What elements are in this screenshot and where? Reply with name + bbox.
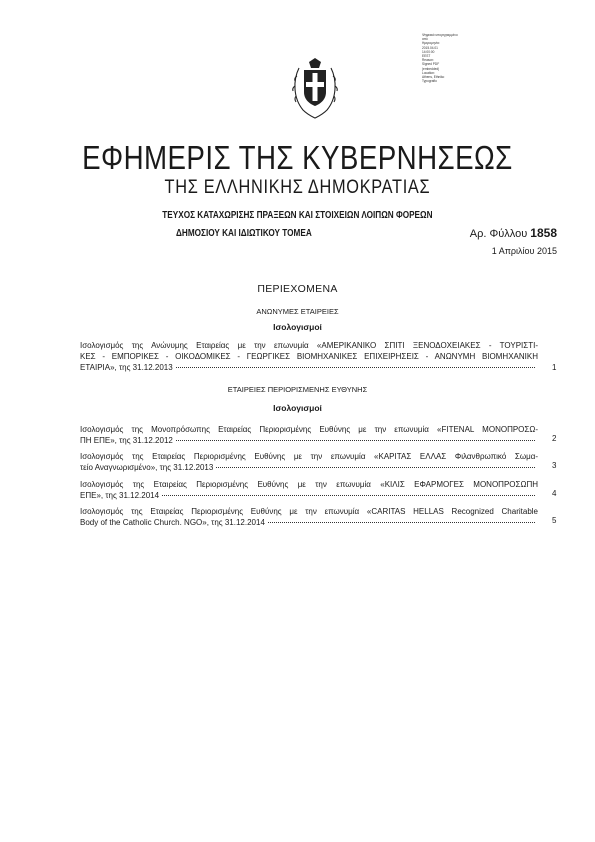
entry-page-number: 3 — [552, 461, 557, 470]
sheet-label: Αρ. Φύλλου — [469, 228, 528, 240]
stamp-line: Location: — [422, 70, 435, 75]
contents-entry[interactable] — [80, 424, 538, 446]
issue-date: 1 Απριλίου 2015 — [491, 246, 557, 256]
stamp-line: (embedded) — [422, 66, 440, 71]
entry-text-line: ΕΤΑΙΡΙΑ», της 31.12.2013 — [80, 363, 173, 372]
sheet-number-value: 1858 — [530, 226, 557, 240]
entry-last-line — [80, 490, 538, 501]
entry-page-number: 2 — [552, 434, 557, 443]
section-title-epe: ΕΤΑΙΡΕΙΕΣ ΠΕΡΙΟΡΙΣΜΕΝΗΣ ΕΥΘΥΝΗΣ — [227, 385, 368, 394]
entry-page-number: 4 — [552, 489, 557, 498]
stamp-line: Ψηφιακά υπογεγραμμένο — [422, 33, 458, 37]
coat-of-arms-emblem — [289, 56, 341, 120]
stamp-line: Typografio — [422, 79, 437, 84]
stamp-line: EEST — [422, 54, 431, 59]
dot-leader — [162, 495, 535, 496]
entry-text-line: ΕΠΕ», της 31.12.2014 — [80, 491, 160, 500]
issue-title-line-1: ΤΕΥΧΟΣ ΚΑΤΑΧΩΡΙΣΗΣ ΠΡΑΞΕΩΝ ΚΑΙ ΣΤΟΙΧΕΙΩΝ ΛΟΙΠΩΝ ΦΟΡΕΩΝ — [162, 210, 433, 221]
entry-last-line — [80, 517, 538, 528]
gazette-title: ΕΦΗΜΕΡΙΣ ΤΗΣ ΚΥΒΕΡΝΗΣΕΩΣ — [82, 139, 513, 176]
stamp-line: Ημερομηνία: — [422, 41, 440, 46]
stamp-line: Signed PDF — [422, 62, 440, 67]
section-subtitle-ae: Ισολογισμοί — [273, 322, 322, 332]
section-subtitle-epe: Ισολογισμοί — [273, 403, 322, 413]
stamp-line: 14:00:00 — [422, 49, 435, 54]
entry-text-line: Ισολογισμός της Μονοπρόσωπης Εταιρείας Περιορισμένης Ευθύνης με την επωνυμία «FITENAL ΜΟΝΟΠΡΟΣΩ- — [80, 425, 538, 434]
stamp-line: 2015.04.01 — [422, 45, 438, 50]
stamp-line: Athens, Ethniko — [422, 75, 445, 80]
contents-heading: ΠΕΡΙΕΧΟΜΕΝΑ — [257, 283, 338, 295]
contents-entry[interactable] — [80, 479, 538, 501]
section-title-ae: ΑΝΩΝΥΜΕΣ ΕΤΑΙΡΕΙΕΣ — [256, 307, 339, 316]
entry-text-line: Ισολογισμός της Εταιρείας Περιορισμένης Ευθύνης με την επωνυμία «ΚΙΛΙΣ ΕΦΑΡΜΟΓΕΣ ΜΟΝΟΠΡΟΣΩΠΗ — [80, 480, 538, 489]
stamp-line: από — [422, 37, 428, 42]
entry-text-line: τείο Αναγνωρισμένο», της 31.12.2013 — [80, 463, 214, 472]
dot-leader — [176, 440, 535, 441]
digital-signature-stamp — [422, 33, 482, 83]
entry-last-line — [80, 462, 538, 473]
dot-leader — [216, 467, 535, 468]
issue-title-line-2: ΔΗΜΟΣΙΟΥ ΚΑΙ ΙΔΙΩΤΙΚΟΥ ΤΟΜΕΑ — [176, 228, 312, 239]
entry-text-line: ΠΗ ΕΠΕ», της 31.12.2012 — [80, 436, 173, 445]
entry-last-line — [80, 362, 538, 373]
sheet-number — [470, 226, 557, 240]
dot-leader — [268, 522, 535, 523]
entry-text-line: Body of the Catholic Church. NGO», της 31.12.2014 — [80, 518, 265, 527]
entry-page-number: 1 — [552, 363, 557, 372]
entry-page-number: 5 — [552, 516, 557, 525]
contents-entry[interactable] — [80, 451, 538, 473]
entry-text-line: Ισολογισμός της Ανώνυμης Εταιρείας με την επωνυμία «ΑΜΕΡΙΚΑΝΙΚΟ ΣΠΙΤΙ ΞΕΝΟΔΟΧΕΙΑΚΕΣ - ΤΟΥΡΙΣΤΙ- — [80, 341, 538, 350]
stamp-line: Reason: — [422, 58, 434, 63]
entry-last-line — [80, 435, 538, 446]
entry-text-line: Ισολογισμός της Εταιρείας Περιορισμένης Ευθύνης με την επωνυμία «CARITAS HELLAS Recognized Charitable — [80, 507, 538, 516]
gazette-subtitle: ΤΗΣ ΕΛΛΗΝΙΚΗΣ ΔΗΜΟΚΡΑΤΙΑΣ — [164, 177, 431, 198]
contents-entry[interactable] — [80, 340, 538, 373]
dot-leader — [176, 367, 535, 368]
entry-text-line: Ισολογισμός της Εταιρείας Περιορισμένης Ευθύνης με την επωνυμία «ΚΑΡΙΤΑΣ ΕΛΛΑΣ Φιλανθρωπικό Σωμα- — [80, 452, 538, 461]
entry-text-line: ΚΕΣ - ΕΜΠΟΡΙΚΕΣ - ΟΙΚΟΔΟΜΙΚΕΣ - ΓΕΩΡΓΙΚΕΣ ΒΙΟΜΗΧΑΝΙΚΕΣ ΕΠΙΧΕΙΡΗΣΕΙΣ - ΑΝΩΝΥΜΗ ΒΙΟΜΗΧΑΝΙΚΗ — [80, 352, 538, 361]
contents-entry[interactable] — [80, 506, 538, 528]
